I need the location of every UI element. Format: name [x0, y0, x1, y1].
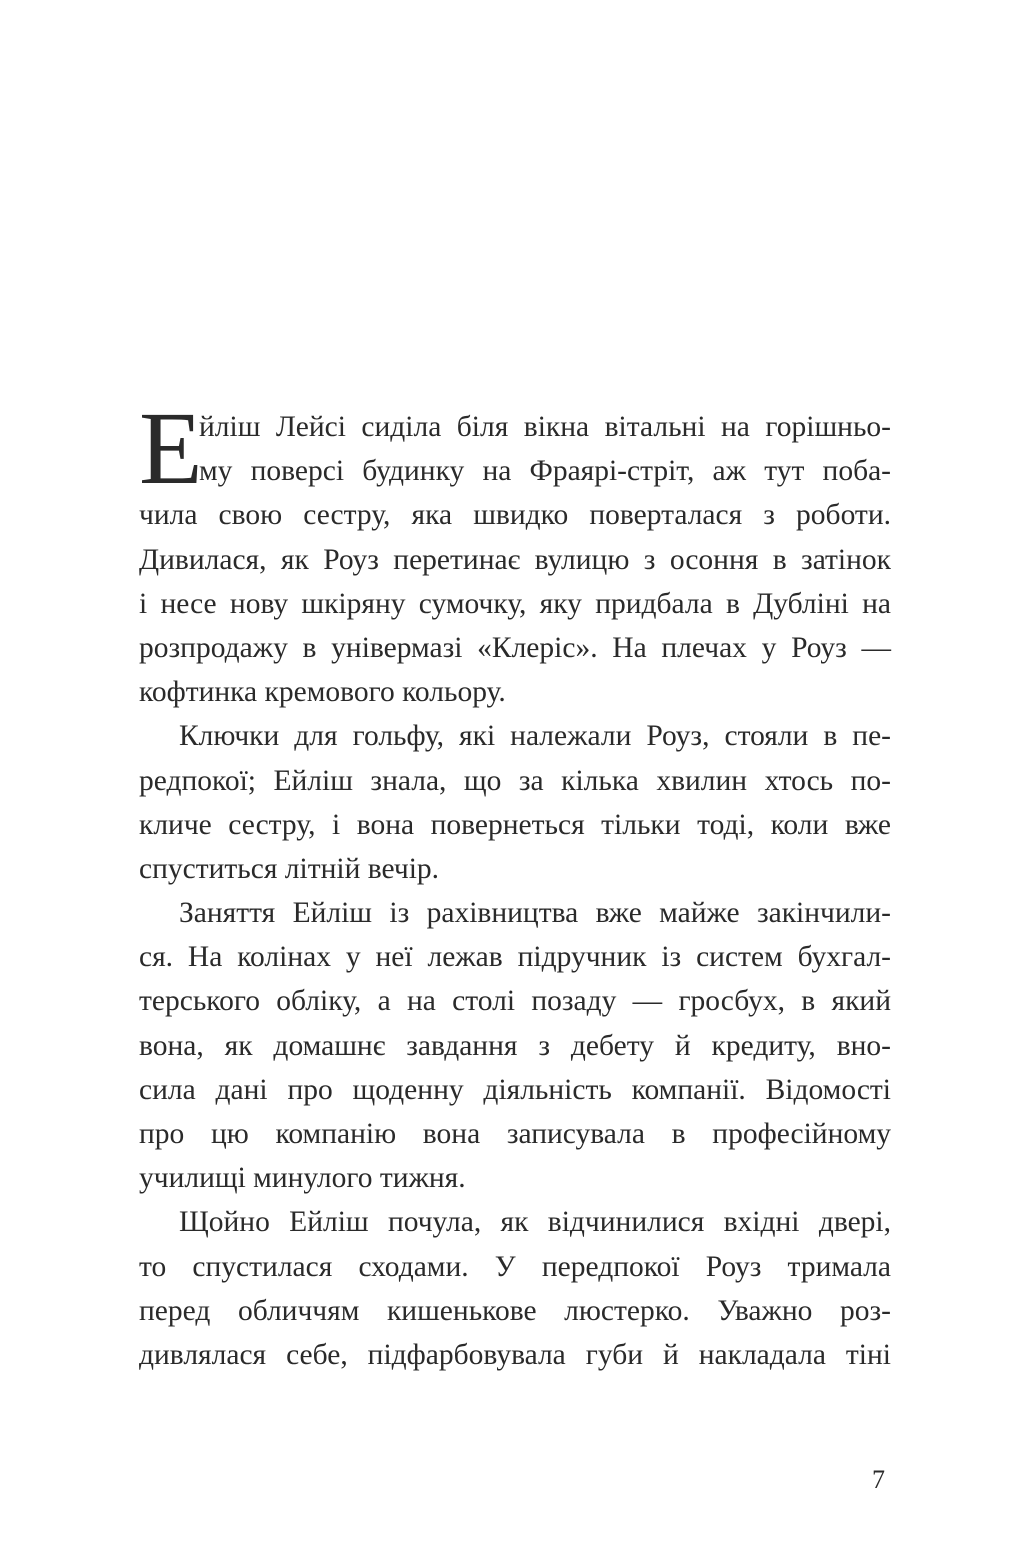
- text-line: кличе сестру, і вона повернеться тільки тоді, коли вже: [139, 808, 891, 841]
- page-number: 7: [872, 1465, 885, 1494]
- text-line: терського обліку, а на столі позаду — гросбух, в який: [139, 985, 891, 1018]
- text-line: Дивилася, як Роуз перетинає вулицю з осоння в затінок: [139, 543, 891, 576]
- text-line: кофтинка кремового кольору.: [139, 676, 506, 709]
- text-line: Ключки для гольфу, які належали Роуз, стояли в пе-: [179, 720, 891, 753]
- text-line: сила дані про щоденну діяльність компанії. Відомості: [139, 1073, 891, 1106]
- text-line: перед обличчям кишенькове люстерко. Уважно роз-: [139, 1294, 891, 1327]
- text-line: розпродажу в універмазі «Клеріс». На плечах у Роуз —: [139, 631, 891, 664]
- text-line: спуститься літній вечір.: [139, 852, 440, 885]
- body-text: [139, 405, 891, 1377]
- text-line: вона, як домашнє завдання з дебету й кредиту, вно-: [139, 1029, 891, 1062]
- text-line: про цю компанію вона записувала в професійному: [139, 1118, 891, 1150]
- text-line: Заняття Ейліш із рахівництва вже майже закінчили-: [179, 897, 891, 930]
- text-line: Щойно Ейліш почула, як відчинилися вхідні двері,: [179, 1206, 891, 1239]
- drop-cap: Е: [139, 391, 203, 506]
- text-line: ся. На колінах у неї лежав підручник із систем бухгал-: [139, 941, 891, 974]
- text-line: йліш Лейсі сиділа біля вікна вітальні на горішньо-: [199, 411, 891, 443]
- text-line: дивлялася себе, підфарбовувала губи й накладала тіні: [139, 1338, 891, 1371]
- text-line: і несе нову шкіряну сумочку, яку придбала в Дубліні на: [139, 587, 891, 620]
- text-line: редпокої; Ейліш знала, що за кілька хвилин хтось по-: [139, 764, 891, 797]
- text-line: училищі минулого тижня.: [139, 1162, 466, 1195]
- text-line: му поверсі будинку на Фраярі-стріт, аж тут поба-: [199, 455, 891, 488]
- text-line: то спустилася сходами. У передпокої Роуз тримала: [139, 1250, 891, 1283]
- text-line: чила свою сестру, яка швидко поверталася з роботи.: [139, 499, 891, 532]
